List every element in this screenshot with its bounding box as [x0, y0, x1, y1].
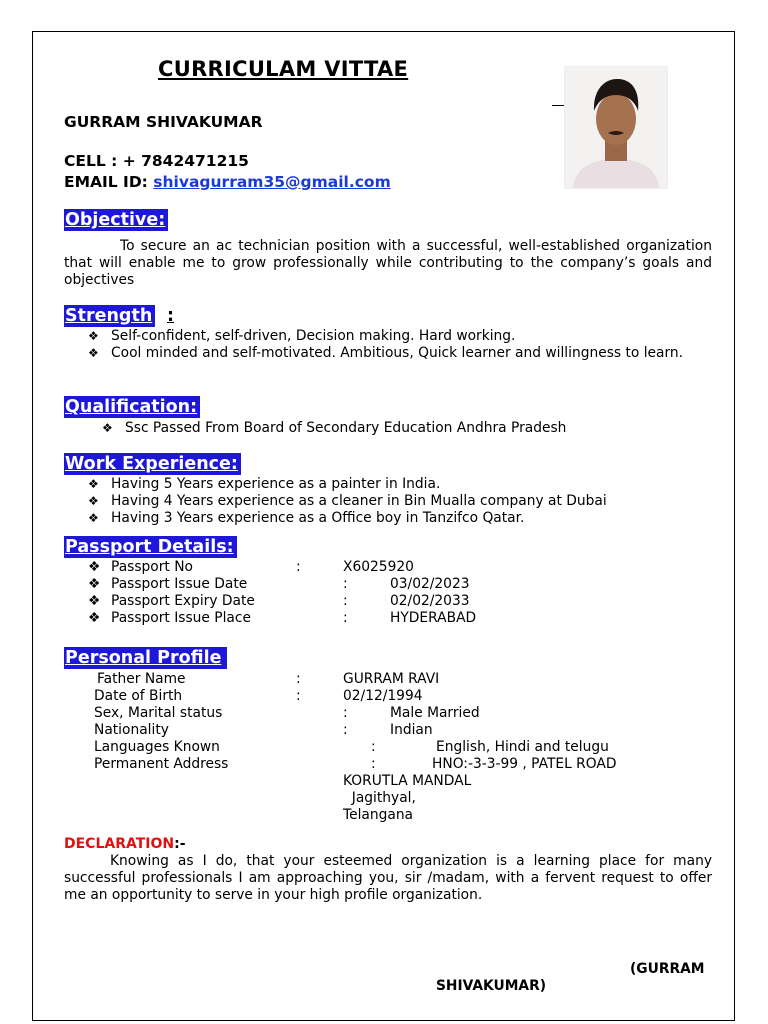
strength-colon: : [167, 306, 174, 326]
address-line: KORUTLA MANDAL [343, 773, 472, 789]
list-item [86, 345, 712, 362]
personal-label: Father Name [97, 671, 186, 687]
strength-item: Self-confident, self-driven, Decision making. Hard working. [111, 328, 516, 344]
passport-label: Passport Expiry Date [111, 593, 255, 609]
strength-heading: Strength [64, 305, 155, 327]
passport-label: Passport Issue Date [111, 576, 248, 592]
bullet-icon: ❖ [88, 511, 99, 525]
declaration-body: Knowing as I do, that your esteemed organization is a learning place for many successful professionals I am approaching you, sir /madam, with a fervent request to offer me an opportunity to serve in your high profile organization. [64, 853, 712, 903]
email-row [64, 173, 391, 191]
passport-label: Passport Issue Place [111, 610, 251, 626]
email-link[interactable]: shivagurram35@gmail.com [153, 173, 391, 191]
work-experience-heading: Work Experience: [64, 453, 241, 475]
bullet-icon: ❖ [88, 329, 99, 343]
personal-label: Languages Known [94, 739, 220, 755]
declaration-heading [64, 836, 186, 852]
list-item [86, 510, 712, 527]
bullet-icon: ❖ [88, 559, 101, 575]
bullet-icon: ❖ [88, 576, 101, 592]
passport-value: 03/02/2023 [390, 576, 470, 592]
passport-sep: : [296, 559, 301, 575]
passport-value: HYDERABAD [390, 610, 477, 626]
qualification-item: Ssc Passed From Board of Secondary Education Andhra Pradesh [125, 420, 567, 436]
strength-list [86, 328, 712, 362]
list-item [86, 493, 712, 510]
list-item [100, 420, 712, 437]
passport-value: 02/02/2033 [390, 593, 470, 609]
passport-value: X6025920 [343, 559, 414, 575]
passport-sep: : [343, 610, 348, 626]
strength-item: Cool minded and self-motivated. Ambitious, Quick learner and willingness to learn. [111, 345, 684, 361]
personal-label: Sex, Marital status [94, 705, 223, 721]
divider [552, 105, 564, 106]
personal-value: Indian [390, 722, 433, 738]
passport-heading: Passport Details: [64, 536, 237, 558]
passport-sep: : [343, 593, 348, 609]
list-item [86, 476, 712, 493]
personal-sep: : [343, 722, 348, 738]
signature-line-1: (GURRAM [630, 961, 705, 977]
bullet-icon: ❖ [88, 477, 99, 491]
bullet-icon: ❖ [88, 593, 101, 609]
personal-profile-heading: Personal Profile [64, 647, 227, 669]
personal-value: 02/12/1994 [343, 688, 423, 704]
personal-sep: : [371, 756, 376, 772]
declaration-label: DECLARATION [64, 836, 175, 852]
personal-sep: : [296, 688, 301, 704]
bullet-icon: ❖ [88, 346, 99, 360]
list-item [86, 328, 712, 345]
personal-label: Date of Birth [94, 688, 183, 704]
personal-value: English, Hindi and telugu [436, 739, 609, 755]
personal-value: Male Married [390, 705, 480, 721]
personal-sep: : [371, 739, 376, 755]
qualification-list [100, 420, 712, 437]
email-label: EMAIL ID: [64, 173, 154, 191]
personal-label: Permanent Address [94, 756, 229, 772]
passport-label: Passport No [111, 559, 193, 575]
address-line: Telangana [343, 807, 414, 823]
bullet-icon: ❖ [88, 610, 101, 626]
qualification-heading: Qualification: [64, 396, 200, 418]
personal-sep: : [343, 705, 348, 721]
declaration-suffix: :- [174, 836, 186, 852]
personal-value: HNO:-3-3-99 , PATEL ROAD [432, 756, 617, 772]
address-line: Jagithyal, [343, 790, 416, 806]
profile-photo [564, 66, 668, 189]
objective-body: To secure an ac technician position with a successful, well-established organization that will enable me to grow professionally while contributing to the company’s goals and objectives [64, 238, 712, 288]
work-item: Having 3 Years experience as a Office boy in Tanzifco Qatar. [111, 510, 525, 526]
page-title: CURRICULAM VITTAE [158, 57, 409, 81]
declaration-text [64, 853, 712, 904]
work-experience-list [86, 476, 712, 527]
bullet-icon: ❖ [88, 494, 99, 508]
bullet-icon: ❖ [102, 421, 113, 435]
passport-sep: : [343, 576, 348, 592]
objective-text [64, 238, 712, 289]
work-item: Having 5 Years experience as a painter in India. [111, 476, 441, 492]
personal-sep: : [296, 671, 301, 687]
work-item: Having 4 Years experience as a cleaner in Bin Mualla company at Dubai [111, 493, 607, 509]
objective-heading: Objective: [64, 209, 168, 231]
personal-label: Nationality [94, 722, 169, 738]
signature-line-2: SHIVAKUMAR) [436, 978, 547, 994]
personal-value: GURRAM RAVI [343, 671, 440, 687]
cell-number: CELL : + 7842471215 [64, 152, 249, 170]
applicant-name: GURRAM SHIVAKUMAR [64, 113, 263, 131]
